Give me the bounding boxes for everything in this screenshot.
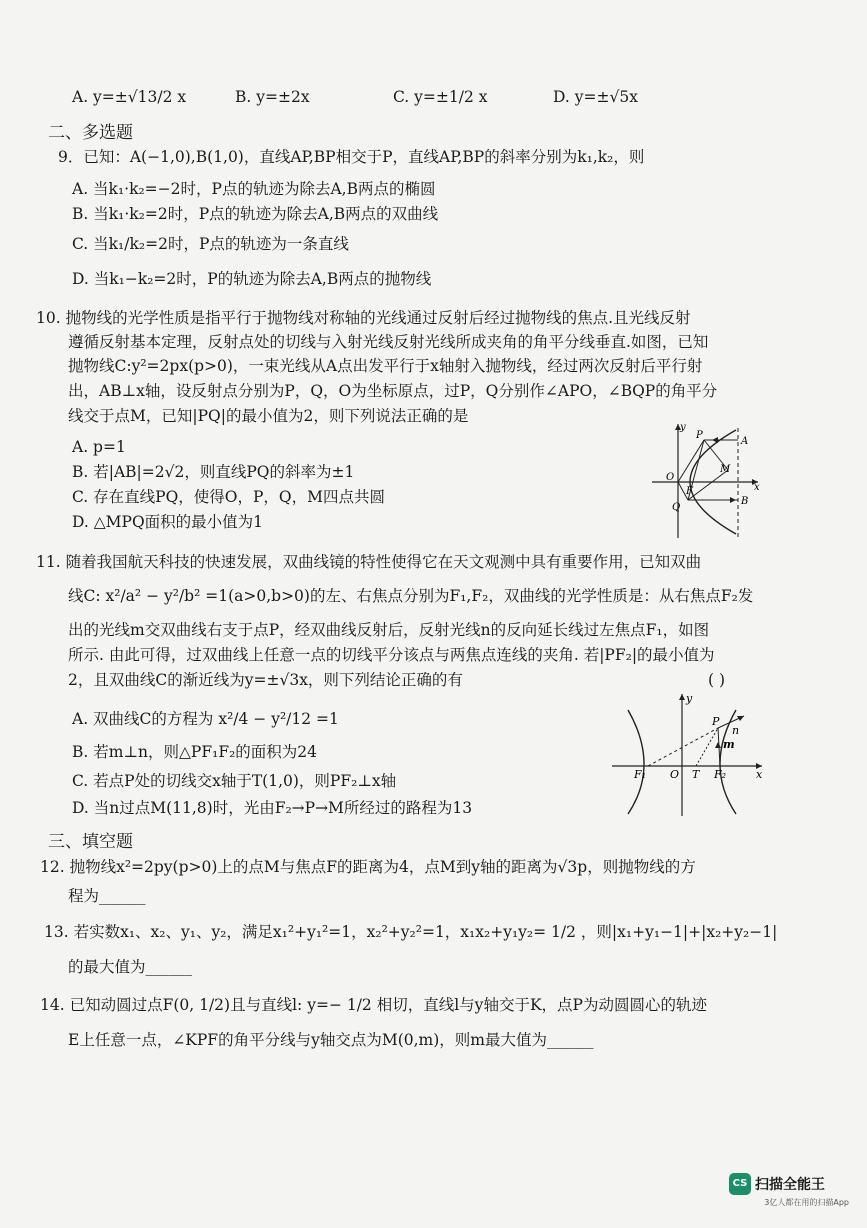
q10-option-d: D. △MPQ面积的最小值为1 — [72, 513, 264, 531]
label-f2: F₂ — [714, 768, 727, 781]
label-t: T — [692, 768, 700, 781]
q11-hyperbola-figure — [608, 690, 768, 820]
q9-stem: 9．已知：A(−1,0),B(1,0)，直线AP,BP相交于P，直线AP,BP的斜率分别为k₁,k₂，则 — [58, 148, 645, 166]
q13-line-2: 的最大值为______ — [68, 958, 193, 976]
q10-stem-line-4: 出，AB⊥x轴，设反射点分别为P，Q，O为坐标原点，过P，Q分别作∠APO，∠BQP的角平分 — [68, 382, 718, 400]
label-b: B — [741, 496, 749, 507]
label-a: A — [741, 436, 749, 447]
reflected-extension — [648, 728, 718, 766]
q10-option-b: B. 若|AB|=2√2，则直线PQ的斜率为±1 — [72, 463, 355, 481]
label-p: P — [712, 715, 720, 728]
q11-option-a: A. 双曲线C的方程为 x²/4 − y²/12 =1 — [72, 710, 339, 728]
camscanner-logo-icon: CS — [729, 1173, 751, 1195]
q9-option-d: D. 当k₁−k₂=2时，P的轨迹为除去A,B两点的抛物线 — [72, 270, 432, 288]
q11-stem-line-4: 所示. 由此可得，过双曲线上任意一点的切线平分该点与两焦点连线的夹角. 若|PF₂|的最小值为 — [68, 646, 715, 664]
label-o: O — [670, 768, 680, 781]
label-f1: F₁ — [634, 768, 647, 781]
label-q: Q — [672, 502, 681, 513]
q8-option-a: A. y=±√13/2 x — [72, 88, 187, 106]
q14-line-2: E上任意一点，∠KPF的角平分线与y轴交点为M(0,m)，则m最大值为______ — [68, 1031, 594, 1049]
label-m: M — [720, 464, 731, 475]
q11-option-c: C. 若点P处的切线交x轴于T(1,0)，则PF₂⊥x轴 — [72, 772, 397, 790]
label-m: m — [723, 738, 735, 751]
section-fill-blank-title: 三、填空题 — [48, 832, 133, 852]
scanner-watermark — [729, 1173, 849, 1208]
label-o: O — [666, 472, 675, 483]
q10-option-c: C. 存在直线PQ，使得O，P，Q，M四点共圆 — [72, 488, 386, 506]
q11-stem-line-3: 出的光线m交双曲线右支于点P，经双曲线反射后，反射光线n的反向延长线过左焦点F₁，如图 — [68, 621, 710, 639]
q12-line-1: 12. 抛物线x²=2py(p>0)上的点M与焦点F的距离为4，点M到y轴的距离为√3p，则抛物线的方 — [40, 858, 696, 876]
q10-parabola-figure — [650, 420, 762, 540]
label-f: F — [686, 486, 693, 497]
q10-stem-line-1: 10. 抛物线的光学性质是指平行于抛物线对称轴的光线通过反射后经过抛物线的焦点.且光线反射 — [36, 309, 691, 327]
watermark-tagline: 3亿人都在用的扫描App — [764, 1198, 849, 1207]
q9-option-c: C. 当k₁/k₂=2时，P点的轨迹为一条直线 — [72, 235, 349, 253]
q8-option-c: C. y=±1/2 x — [393, 88, 488, 106]
q8-option-d: D. y=±√5x — [553, 88, 638, 106]
q14-line-1: 14. 已知动圆过点F(0, 1/2)且与直线l: y=− 1/2 相切，直线l与y轴交于K，点P为动圆圆心的轨迹 — [40, 996, 707, 1014]
q11-stem-line-1: 11. 随着我国航天科技的快速发展，双曲线镜的特性使得它在天文观测中具有重要作用，已知双曲 — [36, 553, 702, 571]
q12-line-2: 程为______ — [68, 887, 146, 905]
q11-stem-line-2: 线C: x²/a² − y²/b² =1(a>0,b>0)的左、右焦点分别为F₁,F₂，双曲线的光学性质是：从右焦点F₂发 — [68, 587, 754, 605]
q13-line-1: 13. 若实数x₁、x₂、y₁、y₂，满足x₁²+y₁²=1，x₂²+y₂²=1，x₁x₂+y₁y₂= 1/2 ，则|x₁+y₁−1|+|x₂+y₂−1| — [44, 923, 778, 941]
q10-stem-line-5: 线交于点M，已知|PQ|的最小值为2，则下列说法正确的是 — [68, 407, 469, 425]
q10-stem-line-2: 遵循反射基本定理，反射点处的切线与入射光线反射光线所成夹角的角平分线垂直.如图，已知 — [68, 333, 709, 351]
label-x: x — [756, 768, 763, 781]
label-y: y — [680, 422, 686, 433]
label-n: n — [732, 724, 740, 737]
label-y: y — [686, 692, 693, 705]
q11-answer-bracket: ( ) — [708, 671, 726, 689]
q8-option-b: B. y=±2x — [235, 88, 310, 106]
section-multi-choice-title: 二、多选题 — [48, 123, 133, 143]
q11-option-b: B. 若m⊥n，则△PF₁F₂的面积为24 — [72, 743, 318, 761]
q10-option-a: A. p=1 — [72, 438, 126, 456]
q11-stem-line-5: 2，且双曲线C的渐近线为y=±√3x，则下列结论正确的有 — [68, 671, 463, 689]
q10-stem-line-3: 抛物线C:y²=2px(p>0)，一束光线从A点出发平行于x轴射入抛物线，经过两次反射后平行射 — [68, 357, 703, 375]
watermark-app-name: 扫描全能王 — [755, 1177, 825, 1193]
label-p: P — [696, 430, 703, 441]
left-branch — [628, 710, 647, 814]
q11-option-d: D. 当n过点M(11,8)时，光由F₂→P→M所经过的路程为13 — [72, 799, 473, 817]
q9-option-b: B. 当k₁·k₂=2时，P点的轨迹为除去A,B两点的双曲线 — [72, 205, 439, 223]
q9-option-a: A. 当k₁·k₂=−2时，P点的轨迹为除去A,B两点的椭圆 — [72, 180, 436, 198]
label-x: x — [754, 482, 760, 493]
